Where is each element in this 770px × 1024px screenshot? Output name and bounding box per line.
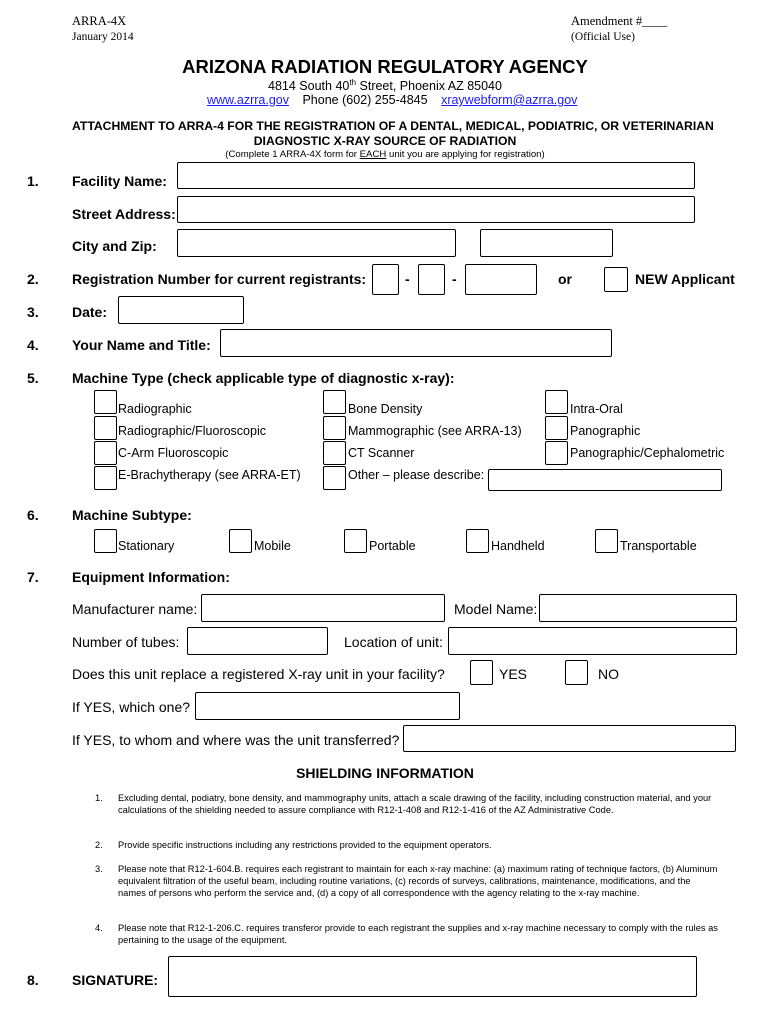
new-applicant-label: NEW Applicant xyxy=(635,271,735,287)
model-name-input[interactable] xyxy=(539,594,737,622)
panographic-label: Panographic xyxy=(570,424,641,438)
stationary-label: Stationary xyxy=(118,539,175,553)
transferred-label: If YES, to whom and where was the unit transferred? xyxy=(72,732,400,748)
registration-dash-1: - xyxy=(405,271,410,287)
manufacturer-input[interactable] xyxy=(201,594,445,622)
form-date: January 2014 xyxy=(72,31,134,43)
agency-phone: Phone (602) 255-4845 xyxy=(302,93,428,107)
manufacturer-label: Manufacturer name: xyxy=(72,601,198,617)
c-arm-fluoroscopic-label: C-Arm Fluoroscopic xyxy=(118,446,229,460)
form-instruction xyxy=(0,149,770,160)
equipment-information-label: Equipment Information: xyxy=(72,569,230,585)
section-8-number: 8. xyxy=(27,972,39,988)
address-street: 4814 South 40 xyxy=(268,79,350,94)
which-one-label: If YES, which one? xyxy=(72,699,191,715)
radiographic-checkbox[interactable] xyxy=(94,390,117,414)
radiographic-fluoroscopic-checkbox[interactable] xyxy=(94,416,117,440)
zip-input[interactable] xyxy=(480,229,613,257)
registration-part1-input[interactable] xyxy=(372,264,399,295)
mobile-label: Mobile xyxy=(254,539,291,553)
note-2-text: Provide specific instructions including any restrictions provided to the equipment operators. xyxy=(118,840,492,850)
which-one-input[interactable] xyxy=(195,692,460,720)
street-address-input[interactable] xyxy=(177,196,695,223)
form-title-line1: ATTACHMENT TO ARRA-4 FOR THE REGISTRATION OF A DENTAL, MEDICAL, PODIATRIC, OR VETERINARIAN xyxy=(72,119,714,133)
intra-oral-label: Intra-Oral xyxy=(570,402,623,416)
replace-no-checkbox[interactable] xyxy=(565,660,588,685)
mammographic-checkbox[interactable] xyxy=(323,416,346,440)
transportable-label: Transportable xyxy=(620,539,697,553)
date-label: Date: xyxy=(72,304,108,320)
section-2-number: 2. xyxy=(27,271,39,287)
facility-name-label: Facility Name: xyxy=(72,173,167,189)
bone-density-label: Bone Density xyxy=(348,402,423,416)
panographic-checkbox[interactable] xyxy=(545,416,568,440)
other-checkbox[interactable] xyxy=(323,466,346,490)
location-input[interactable] xyxy=(448,627,737,655)
agency-address xyxy=(0,78,770,93)
name-title-input[interactable] xyxy=(220,329,612,357)
registration-number-label: Registration Number for current registrants: xyxy=(72,271,367,287)
panographic-cephalometric-label: Panographic/Cephalometric xyxy=(570,446,725,460)
replace-question: Does this unit replace a registered X-ray unit in your facility? xyxy=(72,666,445,682)
radiographic-label: Radiographic xyxy=(118,402,192,416)
handheld-checkbox[interactable] xyxy=(466,529,489,553)
machine-subtype-label: Machine Subtype: xyxy=(72,507,192,523)
agency-email-link[interactable]: xraywebform@azrra.gov xyxy=(441,93,578,107)
other-describe-input[interactable] xyxy=(488,469,722,491)
replace-yes-label: YES xyxy=(499,666,528,682)
location-label: Location of unit: xyxy=(344,634,443,650)
note-4-number: 4. xyxy=(95,923,103,933)
date-input[interactable] xyxy=(118,296,244,324)
city-zip-label: City and Zip: xyxy=(72,238,157,254)
portable-label: Portable xyxy=(369,539,416,553)
signature-input[interactable] xyxy=(168,956,697,997)
ct-scanner-label: CT Scanner xyxy=(348,446,415,460)
official-use-label: (Official Use) xyxy=(571,31,635,43)
section-3-number: 3. xyxy=(27,304,39,320)
e-brachytherapy-checkbox[interactable] xyxy=(94,466,117,490)
portable-checkbox[interactable] xyxy=(344,529,367,553)
note-1-number: 1. xyxy=(95,793,103,803)
number-of-tubes-input[interactable] xyxy=(187,627,328,655)
note-2-number: 2. xyxy=(95,840,103,850)
registration-part2-input[interactable] xyxy=(418,264,445,295)
form-id: ARRA-4X xyxy=(72,14,127,28)
shielding-title: SHIELDING INFORMATION xyxy=(296,765,474,781)
intra-oral-checkbox[interactable] xyxy=(545,390,568,414)
stationary-checkbox[interactable] xyxy=(94,529,117,553)
form-title-line2: DIAGNOSTIC X-RAY SOURCE OF RADIATION xyxy=(253,134,517,148)
instruction-pre: (Complete 1 ARRA-4X form for xyxy=(225,149,360,160)
or-label: or xyxy=(558,271,572,287)
instruction-each: EACH xyxy=(359,149,387,160)
instruction-post: unit you are applying for registration) xyxy=(386,149,545,160)
section-6-number: 6. xyxy=(27,507,39,523)
transportable-checkbox[interactable] xyxy=(595,529,618,553)
agency-name: ARIZONA RADIATION REGULATORY AGENCY xyxy=(182,56,588,77)
registration-dash-2: - xyxy=(452,271,457,287)
handheld-label: Handheld xyxy=(491,539,545,553)
address-city: Street, Phoenix AZ 85040 xyxy=(356,79,502,94)
bone-density-checkbox[interactable] xyxy=(323,390,346,414)
amendment-label: Amendment #____ xyxy=(571,14,668,28)
mobile-checkbox[interactable] xyxy=(229,529,252,553)
note-3-number: 3. xyxy=(95,864,103,874)
radiographic-fluoroscopic-label: Radiographic/Fluoroscopic xyxy=(118,424,266,438)
registration-part3-input[interactable] xyxy=(465,264,537,295)
signature-label: SIGNATURE: xyxy=(72,972,159,988)
number-of-tubes-label: Number of tubes: xyxy=(72,634,180,650)
street-address-label: Street Address: xyxy=(72,206,176,222)
e-brachytherapy-label: E-Brachytherapy (see ARRA-ET) xyxy=(118,468,301,482)
facility-name-input[interactable] xyxy=(177,162,695,189)
agency-website-link[interactable]: www.azrra.gov xyxy=(207,93,289,107)
model-name-label: Model Name: xyxy=(454,601,538,617)
ct-scanner-checkbox[interactable] xyxy=(323,441,346,465)
c-arm-fluoroscopic-checkbox[interactable] xyxy=(94,441,117,465)
replace-yes-checkbox[interactable] xyxy=(470,660,493,685)
agency-contact xyxy=(207,93,577,107)
note-3-text: Please note that R12-1-604.B. requires each registrant to maintain for each x-ray machine: (a) maximum rating of technique factors, (b) Aluminum equivalent filtration of the useful beam, including routine variations, (c) records of surveys, calibrations, maintenance, modifications, and the names of persons who perform the service and, (d) a copy of all correspondence with the agency relating to the x-ray machine. xyxy=(118,864,718,898)
other-label: Other – please describe: xyxy=(348,468,485,482)
address-suffix: th xyxy=(349,78,357,87)
panographic-cephalometric-checkbox[interactable] xyxy=(545,441,568,465)
transferred-input[interactable] xyxy=(403,725,736,752)
new-applicant-checkbox[interactable] xyxy=(604,267,628,292)
replace-no-label: NO xyxy=(598,666,619,682)
name-title-label: Your Name and Title: xyxy=(72,337,211,353)
section-7-number: 7. xyxy=(27,569,39,585)
note-4-text: Please note that R12-1-206.C. requires transferor provide to each registrant the supplies and x-ray machine necessary to comply with the rules as pertaining to the usage of the equipment. xyxy=(118,923,718,945)
section-1-number: 1. xyxy=(27,173,39,189)
section-5-number: 5. xyxy=(27,370,39,386)
mammographic-label: Mammographic (see ARRA-13) xyxy=(348,424,522,438)
machine-type-label: Machine Type (check applicable type of diagnostic x-ray): xyxy=(72,370,455,386)
city-input[interactable] xyxy=(177,229,456,257)
note-1-text: Excluding dental, podiatry, bone density, and mammography units, attach a scale drawing of the facility, including construction material, and your calculations of the shielding needed to assure compliance with R12-1-408 and R12-1-416 of the AZ Administrative Code. xyxy=(118,793,712,815)
section-4-number: 4. xyxy=(27,337,39,353)
